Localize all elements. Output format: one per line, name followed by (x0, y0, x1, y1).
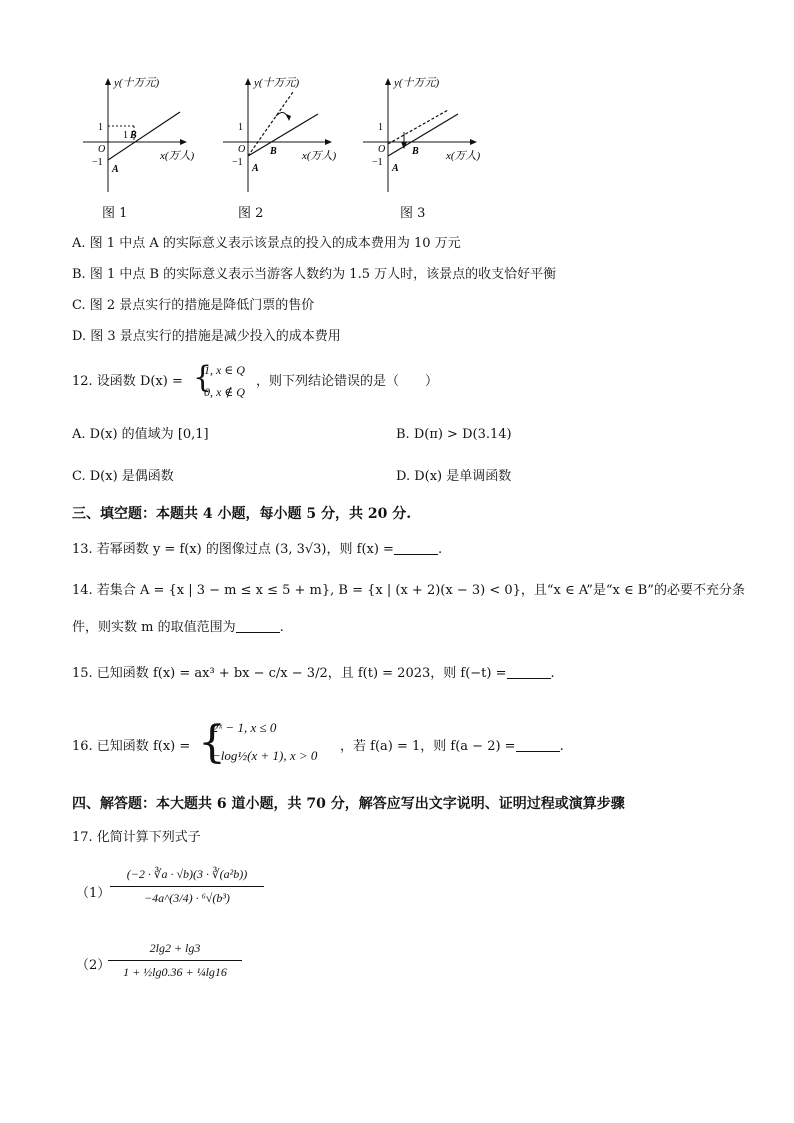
answer-blank (516, 739, 560, 752)
figure-1 (78, 72, 195, 222)
q12-case-2: 0, x ∉ Q (204, 385, 245, 399)
figure-2-graph (218, 72, 338, 197)
svg-text:B: B (412, 146, 419, 157)
q12-option-a: A. D(x) 的值域为 [0,1] (72, 427, 209, 442)
figure-2 (218, 72, 338, 222)
q11-option-a: A. 图 1 中点 A 的实际意义表示该景点的投入的成本费用为 10 万元 (72, 236, 461, 251)
q16-case-2: −log½(x + 1), x > 0 (212, 748, 318, 763)
numerator: (−2 · ∛a · √b)(3 · ∛(a²b)) (126, 867, 248, 881)
svg-text:B: B (130, 130, 137, 141)
denominator: −4a^(3/4) · ⁶√(b³) (144, 891, 230, 905)
q12-option-b: B. D(π) > D(3.14) (396, 427, 512, 442)
svg-text:y(十万元): y(十万元) (254, 77, 300, 89)
figure-1-graph (78, 72, 195, 197)
q12-brace: { (193, 360, 213, 395)
denominator: 1 + ½lg0.36 + ¼lg16 (123, 965, 227, 979)
q14-line-2: 件，则实数 m 的取值范围为 . (72, 620, 284, 635)
q16-case-1: 2ˣ − 1, x ≤ 0 (212, 720, 277, 735)
q17-part2-fraction (108, 940, 242, 980)
figure-3-graph (358, 72, 488, 197)
svg-text:−1: −1 (92, 157, 103, 168)
svg-text:1: 1 (123, 130, 128, 141)
q12-stem-suffix: ，则下列结论错误的是（ ） (256, 374, 439, 389)
q12-stem-prefix: 12. 设函数 D(x) = (72, 374, 183, 389)
q16-suffix: ，若 f(a) = 1，则 f(a − 2) = . (340, 739, 564, 754)
svg-text:1: 1 (98, 122, 103, 133)
figure-caption: 图 1 (102, 206, 128, 221)
q15: 15. 已知函数 f(x) = ax³ + bx − c/x − 3/2，且 f(t) = 2023，则 f(−t) = . (72, 666, 555, 681)
section-3-title: 三、填空题：本题共 4 小题，每小题 5 分，共 20 分. (72, 506, 412, 522)
figure-caption: 图 3 (400, 206, 426, 221)
q16-prefix: 16. 已知函数 f(x) = (72, 739, 191, 754)
svg-text:A: A (252, 163, 259, 174)
svg-text:A: A (392, 163, 399, 174)
svg-text:−1: −1 (232, 157, 243, 168)
svg-text:1: 1 (378, 122, 383, 133)
q17-title: 17. 化简计算下列式子 (72, 830, 201, 845)
x-axis-label: x(万人) (160, 150, 195, 162)
svg-text:y(十万元): y(十万元) (394, 77, 440, 89)
q13: 13. 若幂函数 y = f(x) 的图像过点 (3, 3√3)，则 f(x) = . (72, 542, 443, 557)
figure-caption: 图 2 (238, 206, 264, 221)
numerator: 2lg2 + lg3 (149, 941, 201, 955)
y-axis-label: y(十万元) (114, 77, 160, 89)
answer-blank (236, 620, 280, 633)
figure-3 (358, 72, 488, 222)
svg-text:B: B (270, 146, 277, 157)
section-4-title: 四、解答题：本大题共 6 道小题，共 70 分，解答应写出文字说明、证明过程或演算步骤 (72, 796, 625, 812)
q12-option-c: C. D(x) 是偶函数 (72, 469, 174, 484)
svg-text:O: O (98, 144, 106, 155)
q17-part1-fraction (110, 866, 264, 906)
q17-part1-label: （1） (76, 886, 111, 901)
svg-text:A: A (112, 164, 119, 175)
svg-text:O: O (378, 144, 386, 155)
q11-option-b: B. 图 1 中点 B 的实际意义表示当游客人数约为 1.5 万人时，该景点的收支恰好平衡 (72, 267, 557, 282)
svg-text:x(万人): x(万人) (446, 150, 481, 162)
q11-option-d: D. 图 3 景点实行的措施是减少投入的成本费用 (72, 329, 341, 344)
answer-blank (507, 666, 551, 679)
q14-line-1: 14. 若集合 A = {x | 3 − m ≤ x ≤ 5 + m}, B = {x | (x + 2)(x − 3) < 0}，且“x ∈ A”是“x ∈ B”的必要不充分条 (72, 583, 745, 598)
svg-text:O: O (238, 144, 246, 155)
q12-case-1: 1, x ∈ Q (204, 363, 245, 377)
q16-brace: { (198, 717, 226, 768)
answer-blank (394, 542, 438, 555)
svg-text:1: 1 (238, 122, 243, 133)
svg-text:x(万人): x(万人) (302, 150, 337, 162)
q12-option-d: D. D(x) 是单调函数 (396, 469, 512, 484)
svg-text:−1: −1 (372, 157, 383, 168)
q17-part2-label: （2） (76, 958, 111, 973)
q11-option-c: C. 图 2 景点实行的措施是降低门票的售价 (72, 298, 315, 313)
